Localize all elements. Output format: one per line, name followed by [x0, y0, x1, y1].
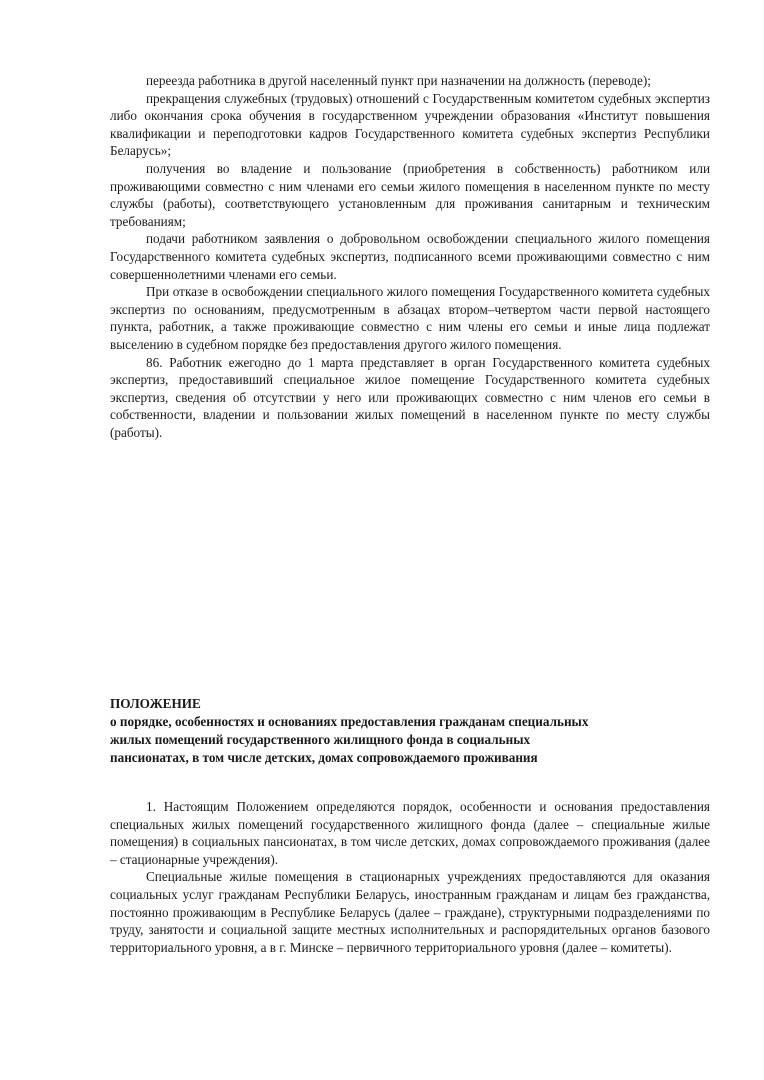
paragraph: При отказе в освобождении специального жилого помещения Государственного комитета судебных экспертиз по основаниям, предусмотренным в абзацах втором–четвертом части первой настоящего пункта, работник, а также проживающие совместно с ним члены его семьи и иные лица подлежат выселению в судебном порядке без предоставления другого жилого помещения. [110, 284, 710, 352]
paragraph: 86. Работник ежегодно до 1 марта представляет в орган Государственного комитета судебных экспертиз, предоставивший специальное жилое помещение Государственного комитета судебных экспертиз, сведения об отсутствии у него или проживающих совместно с ним членов его семьи в собственности, владении и пользовании жилых помещений в населенном пункте по месту службы (работы). [110, 354, 710, 440]
document-title [110, 695, 710, 767]
paragraph: Специальные жилые помещения в стационарных учреждениях предоставляются для оказания социальных услуг гражданам Республики Беларусь, иностранным гражданам и лицам без гражданства, постоянно проживающим в Республике Беларусь (далее – граждане), структурными подразделениями по труду, занятости и социальной защите местных исполнительных и распорядительных органов базового территориального уровня, а в г. Минске – первичного территориального уровня (далее – комитеты). [110, 869, 710, 955]
top-text-section [110, 72, 710, 441]
paragraph: переезда работника в другой населенный пункт при назначении на должность (переводе); [146, 73, 651, 88]
paragraph: 1. Настоящим Положением определяются порядок, особенности и основания предоставления специальных жилых помещений государственного жилищного фонда (далее – специальные жилые помещения) в социальных пансионатах, в том числе детских, домах сопровождаемого проживания (далее – стационарные учреждения). [110, 799, 710, 867]
title-subtitle: о порядке, особенностях и основаниях предоставления гражданам специальных жилых помещений государственного жилищного фонда в социальных пансионатах, в том числе детских, домах сопровождаемого проживания [110, 714, 589, 765]
bottom-text-section [110, 798, 710, 956]
title-heading: ПОЛОЖЕНИЕ [110, 696, 201, 711]
paragraph: получения во владение и пользование (приобретения в собственность) работником или проживающими совместно с ним членами его семьи жилого помещения в населенном пункте по месту службы (работы), соответствующего установленным для проживания санитарным и техническим требованиям; [110, 160, 710, 229]
paragraph: подачи работником заявления о добровольном освобождении специального жилого помещения Государственного комитета судебных экспертиз, подписанного всеми проживающими совместно с ним совершеннолетними членами его семьи. [110, 231, 710, 282]
paragraph: прекращения служебных (трудовых) отношений с Государственным комитетом судебных экспертиз либо окончания срока обучения в государственном учреждении образования «Институт повышения квалификации и переподготовки кадров Государственного комитета судебных экспертиз Республики Беларусь»; [110, 90, 710, 159]
